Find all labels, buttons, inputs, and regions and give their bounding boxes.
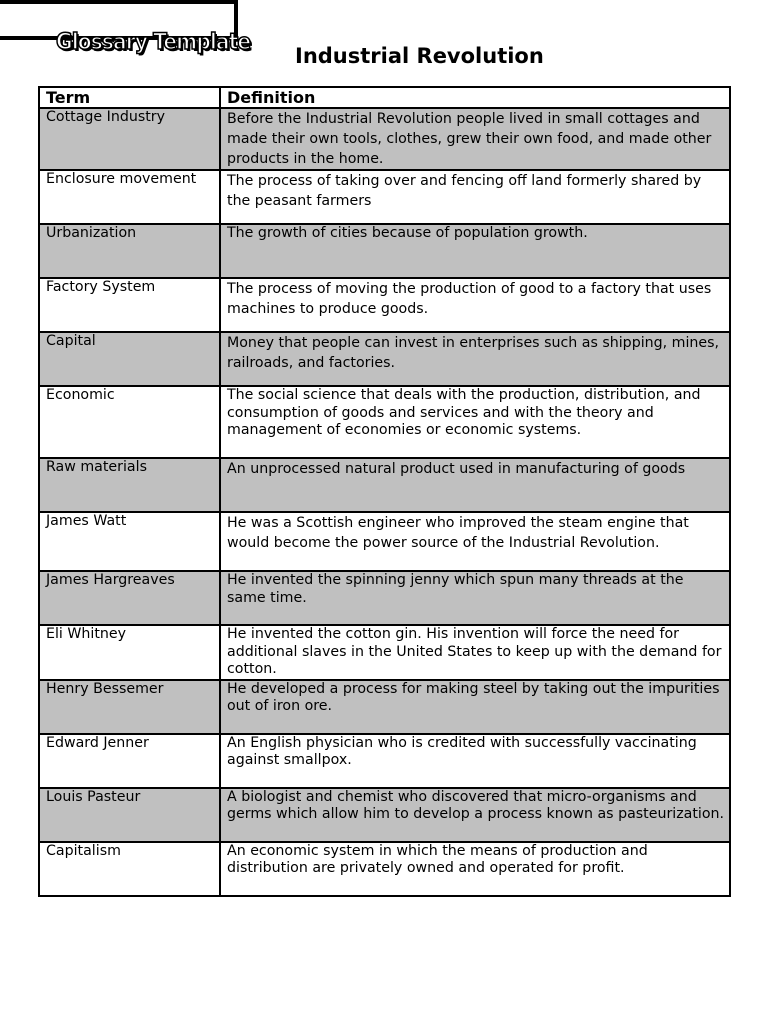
- glossary-heading: Glossary Template: [56, 30, 251, 55]
- term-cell: Capital: [39, 332, 220, 386]
- column-header-definition: Definition: [220, 87, 730, 108]
- definition-cell: He invented the spinning jenny which spun many threads at the same time.: [220, 571, 730, 625]
- term-cell: Eli Whitney: [39, 625, 220, 680]
- definition-cell: An economic system in which the means of production and distribution are privately owned and operated for profit.: [220, 842, 730, 896]
- term-cell: Henry Bessemer: [39, 680, 220, 734]
- table-row: [39, 625, 730, 680]
- definition-cell: The process of taking over and fencing off land formerly shared by the peasant farmers: [220, 170, 730, 224]
- definition-cell: A biologist and chemist who discovered that micro-organisms and germs which allow him to develop a process known as pasteurization.: [220, 788, 730, 842]
- definition-cell: He was a Scottish engineer who improved the steam engine that would become the power source of the Industrial Revolution.: [220, 512, 730, 571]
- table-row: [39, 170, 730, 224]
- table-row: [39, 734, 730, 788]
- definition-cell: An unprocessed natural product used in manufacturing of goods: [220, 458, 730, 512]
- definition-cell: An English physician who is credited with successfully vaccinating against smallpox.: [220, 734, 730, 788]
- table-row: [39, 842, 730, 896]
- column-header-term: Term: [39, 87, 220, 108]
- term-cell: Economic: [39, 386, 220, 458]
- term-cell: Cottage Industry: [39, 108, 220, 170]
- definition-cell: Before the Industrial Revolution people lived in small cottages and made their own tools, clothes, grew their own food, and made other products in the home.: [220, 108, 730, 170]
- table-header-row: [39, 87, 730, 108]
- definition-cell: The growth of cities because of population growth.: [220, 224, 730, 278]
- term-cell: Factory System: [39, 278, 220, 332]
- table-row: [39, 332, 730, 386]
- term-cell: Enclosure movement: [39, 170, 220, 224]
- table-row: [39, 278, 730, 332]
- definition-cell: The process of moving the production of good to a factory that uses machines to produce goods.: [220, 278, 730, 332]
- term-cell: Louis Pasteur: [39, 788, 220, 842]
- term-cell: James Hargreaves: [39, 571, 220, 625]
- glossary-table: [38, 86, 731, 897]
- table-row: [39, 386, 730, 458]
- table-row: [39, 571, 730, 625]
- definition-cell: Money that people can invest in enterprises such as shipping, mines, railroads, and factories.: [220, 332, 730, 386]
- term-cell: Urbanization: [39, 224, 220, 278]
- table-row: [39, 458, 730, 512]
- table-row: [39, 680, 730, 734]
- table-row: [39, 108, 730, 170]
- definition-cell: He developed a process for making steel by taking out the impurities out of iron ore.: [220, 680, 730, 734]
- definition-cell: The social science that deals with the production, distribution, and consumption of goods and services and with the theory and management of economies or economic systems.: [220, 386, 730, 458]
- table-row: [39, 788, 730, 842]
- page-title: Industrial Revolution: [295, 44, 544, 68]
- definition-cell: He invented the cotton gin. His invention will force the need for additional slaves in the United States to keep up with the demand for cotton.: [220, 625, 730, 680]
- term-cell: Raw materials: [39, 458, 220, 512]
- table-row: [39, 512, 730, 571]
- table-row: [39, 224, 730, 278]
- term-cell: Capitalism: [39, 842, 220, 896]
- term-cell: James Watt: [39, 512, 220, 571]
- term-cell: Edward Jenner: [39, 734, 220, 788]
